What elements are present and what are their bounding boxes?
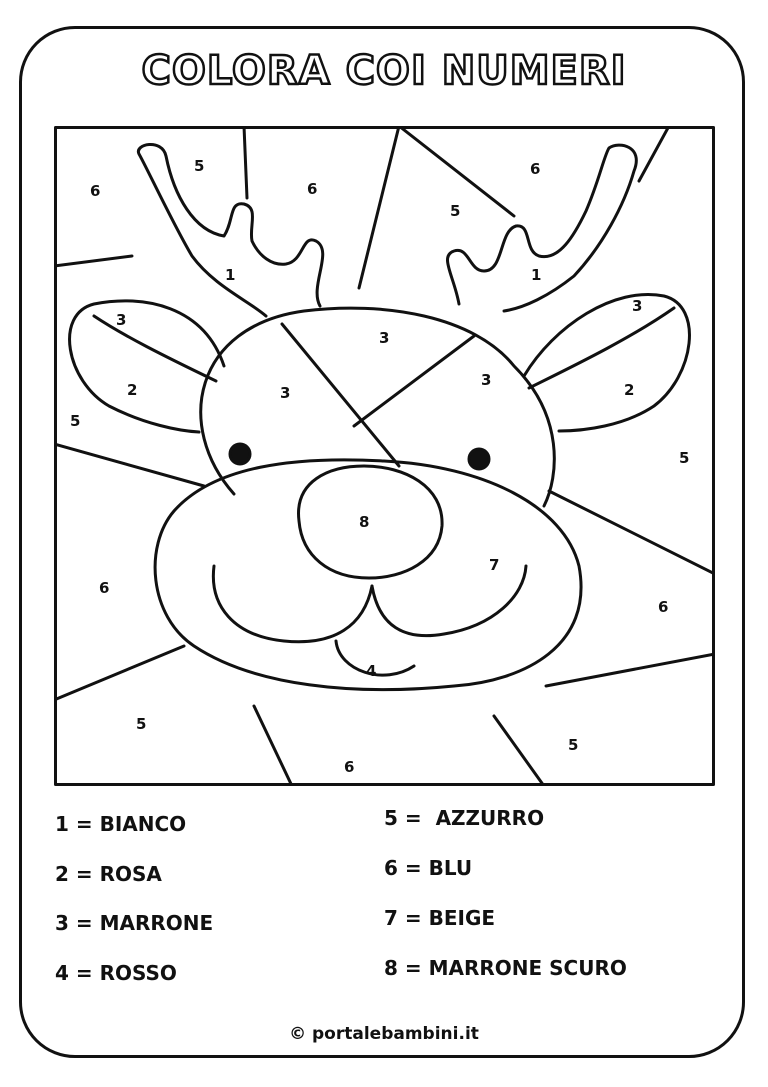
region-number: 5 <box>679 449 690 467</box>
ray-line <box>254 706 292 786</box>
region-number: 5 <box>194 157 205 175</box>
legend-item-3: 3 = MARRONE <box>55 911 214 935</box>
ray-line <box>359 126 399 288</box>
right-antler <box>448 145 637 311</box>
region-number: 6 <box>530 160 541 178</box>
right-ear-inner <box>529 308 674 388</box>
page-title: COLORA COI NUMERI <box>141 48 627 94</box>
ray-line <box>54 256 132 266</box>
region-number: 3 <box>280 384 291 402</box>
region-number: 3 <box>379 329 390 347</box>
ray-line <box>639 126 669 181</box>
head-divider <box>354 336 474 426</box>
legend-item-2: 2 = ROSA <box>55 862 162 886</box>
region-number: 4 <box>366 662 377 680</box>
ray-line <box>549 491 715 574</box>
legend-item-6: 6 = BLU <box>384 856 473 880</box>
legend-item-1: 1 = BIANCO <box>55 812 187 836</box>
ray-line <box>54 444 204 486</box>
legend-item-8: 8 = MARRONE SCURO <box>384 956 627 980</box>
picture-border <box>56 128 714 785</box>
region-number: 3 <box>116 311 127 329</box>
region-number: 2 <box>624 381 635 399</box>
mouth-right <box>372 566 526 636</box>
region-number: 6 <box>307 180 318 198</box>
region-number: 5 <box>568 736 579 754</box>
right-eye <box>469 449 489 469</box>
reindeer-coloring-picture <box>54 126 715 786</box>
region-number: 6 <box>90 182 101 200</box>
nose <box>299 466 443 578</box>
legend-item-5: 5 = AZZURRO <box>384 806 545 830</box>
region-number: 5 <box>70 412 81 430</box>
region-number: 5 <box>136 715 147 733</box>
region-number: 1 <box>225 266 236 284</box>
region-number: 2 <box>127 381 138 399</box>
ray-line <box>244 126 247 198</box>
ray-line <box>546 654 715 686</box>
region-number: 3 <box>481 371 492 389</box>
footer-credit: © portalebambini.it <box>289 1024 479 1044</box>
region-number: 5 <box>450 202 461 220</box>
legend-item-4: 4 = ROSSO <box>55 961 177 985</box>
region-number: 7 <box>489 556 500 574</box>
ray-line <box>54 646 184 700</box>
region-number: 8 <box>359 513 370 531</box>
left-antler <box>138 144 322 316</box>
legend-item-7: 7 = BEIGE <box>384 906 496 930</box>
ray-line <box>494 716 544 786</box>
region-number: 1 <box>531 266 542 284</box>
muzzle <box>155 460 581 690</box>
region-number: 3 <box>632 297 643 315</box>
left-eye <box>230 444 250 464</box>
region-number: 6 <box>344 758 355 776</box>
region-number: 6 <box>99 579 110 597</box>
region-number: 6 <box>658 598 669 616</box>
